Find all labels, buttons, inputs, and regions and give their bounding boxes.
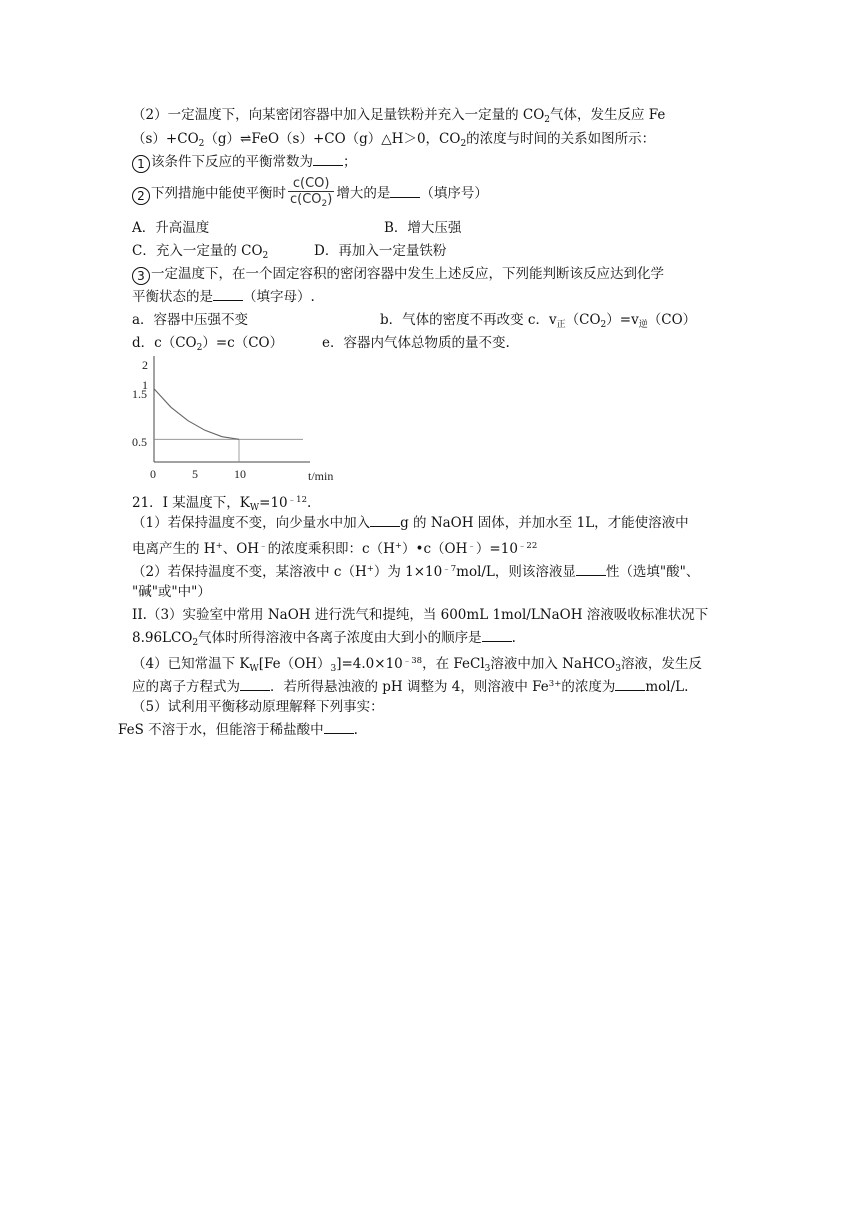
answer-blank[interactable] xyxy=(576,563,606,576)
y-tick-2: 2 xyxy=(142,358,148,372)
q21-p6: FeS 不溶于水，但能溶于稀盐酸中 . xyxy=(118,722,358,738)
circled-2-icon: 2 xyxy=(132,187,150,205)
co2-concentration-curve xyxy=(154,389,239,440)
answer-blank[interactable] xyxy=(240,678,270,691)
circled-1-icon: 1 xyxy=(132,155,150,173)
q21-p1: （1）若保持温度不变，向少量水中加入 g 的 NaOH 固体，并加水至 1L，才能使溶液中 xyxy=(132,515,689,531)
answer-blank[interactable] xyxy=(615,678,645,691)
q21-p4: （4）已知常温下 $K_W[Fe(OH)_3]=4.0\times 10^{﹣38}$，在 FeCl$_3$溶液中加入 NaHCO$_3$溶液，发生反 xyxy=(132,656,702,674)
q21-p2-line2: "碱"或"中"） xyxy=(132,584,211,600)
q2-line-1: （2）一定温度下，向某密闭容器中加入足量铁粉并充入一定量的 $CO_2$气体，发生反应 Fe xyxy=(132,107,666,125)
option-b-c-small: b．气体的密度不再改变 c．$v_正(CO_2)=v_逆(CO)$ xyxy=(380,312,697,330)
option-d-line: D．再加入一定量铁粉 xyxy=(314,243,447,259)
q2-line-2: $(s)+CO_2(g)\rightleftharpoons FeO(s)+CO(g)\triangle H>0$，$CO_2$的浓度与时间的关系如图所示： xyxy=(132,131,656,149)
option-c-line: C．充入一定量的 $CO_2$ xyxy=(132,243,269,261)
concentration-time-graph xyxy=(128,352,343,490)
option-b-line: B．增大压强 xyxy=(384,220,462,236)
answer-blank[interactable] xyxy=(370,514,400,527)
q2-sub3: 3 一定温度下，在一个固定容积的密闭容器中发生上述反应，下列能判断该反应达到化学 xyxy=(132,265,664,285)
q21-line-1: 21．I 某温度下，$K_W=10^{﹣12}$. xyxy=(132,495,312,513)
option-d-small: d．$c(CO_2)=c(CO)$ xyxy=(132,335,284,353)
x-tick-10: 10 xyxy=(234,467,246,481)
q21-p5: （5）试利用平衡移动原理解释下列事实： xyxy=(132,699,384,715)
answer-blank[interactable] xyxy=(313,153,343,166)
option-a-line: A．升高温度 xyxy=(132,220,210,236)
q2-sub1: 1 该条件下反应的平衡常数为 ； xyxy=(132,153,357,173)
q2-sub3-line2: 平衡状态的是 （填字母）. xyxy=(132,289,315,305)
x-tick-0: 0 xyxy=(150,467,156,481)
q21-p3: II.（3）实验室中常用 NaOH 进行洗气和提纯，当 600mL 1mol/LNaOH 溶液吸收标准状况下 xyxy=(132,607,709,623)
y-tick-0-5: 0.5 xyxy=(132,435,147,449)
concentration-ratio-fraction: $\frac{c(CO)}{c(CO_2)}$ xyxy=(290,176,333,209)
q2-sub2: 2 下列措施中能使平衡时 $\frac{c(CO)}{c(CO_2)}$ 增大的是 （填序号） xyxy=(132,176,488,212)
option-e-small: e．容器内气体总物质的量不变. xyxy=(322,335,510,351)
y-tick-1-5: 1.5 xyxy=(132,387,147,401)
q21-p2: （2）若保持温度不变，某溶液中 c（H+）为 $1\times 10^{﹣7}mol/L$，则该溶液显 性（选填"酸"、 xyxy=(132,564,700,580)
answer-blank[interactable] xyxy=(482,629,512,642)
circled-3-icon: 3 xyxy=(132,267,150,285)
y-tick-1: 1 xyxy=(142,378,148,392)
option-a-small: a．容器中压强不变 xyxy=(132,312,249,328)
x-tick-5: 5 xyxy=(192,467,198,481)
answer-blank[interactable] xyxy=(324,721,354,734)
answer-blank[interactable] xyxy=(213,288,243,301)
q21-p1-line2: 电离产生的 H+、OH﹣的浓度乘积即：$c(H^+)•c(OH^﹣)=10^{﹣22}$ xyxy=(132,541,538,557)
q21-p4-line2: 应的离子方程式为 ．若所得悬浊液的 pH 调整为 4，则溶液中 $Fe^{3+}$的浓度为 mol/L. xyxy=(132,679,689,695)
x-axis-label: t/min xyxy=(308,469,334,483)
answer-blank[interactable] xyxy=(390,185,420,198)
q21-p3-line2: $8.96LCO_2$气体时所得溶液中各离子浓度由大到小的顺序是 . xyxy=(132,630,516,648)
